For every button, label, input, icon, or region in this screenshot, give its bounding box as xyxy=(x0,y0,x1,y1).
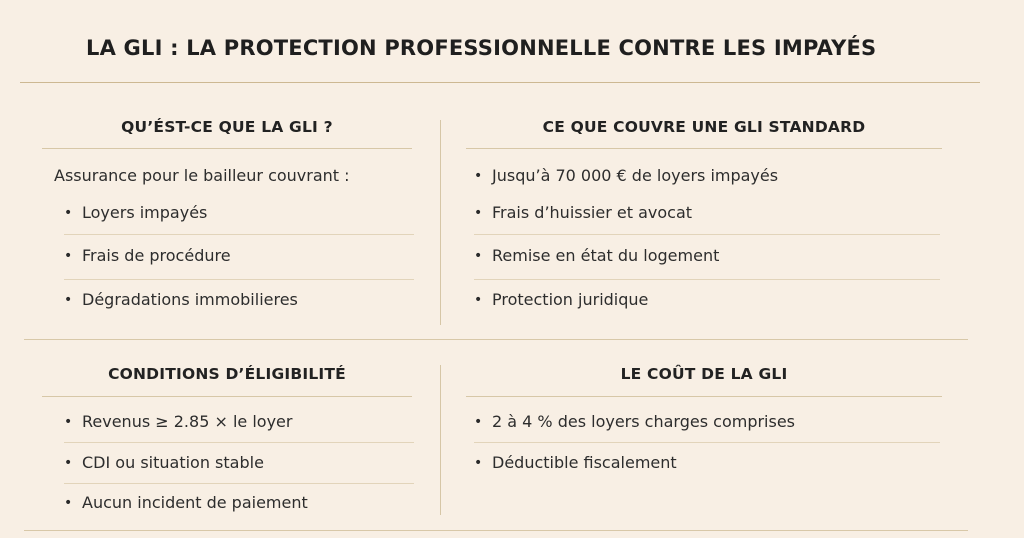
list-item-label: Revenus ≥ 2.85 × le loyer xyxy=(82,412,293,431)
list-item xyxy=(474,290,648,309)
list-item xyxy=(474,412,795,431)
section-title-rule xyxy=(42,396,412,397)
section-title-rule xyxy=(466,396,942,397)
list-item xyxy=(64,493,308,512)
section-title: CONDITIONS D’ÉLIGIBILITÉ xyxy=(108,365,346,383)
section-title: QU’ÉST-CE QUE LA GLI ? xyxy=(121,118,333,136)
list-item xyxy=(64,453,264,472)
list-item-label: Déductible fiscalement xyxy=(492,453,677,472)
section-title: CE QUE COUVRE UNE GLI STANDARD xyxy=(542,118,866,136)
section-title: LE COÛT DE LA GLI xyxy=(620,365,788,383)
item-separator xyxy=(474,279,940,280)
item-separator xyxy=(64,442,414,443)
section-title-rule xyxy=(466,148,942,149)
item-separator xyxy=(474,234,940,235)
row-divider xyxy=(24,339,968,340)
bullet-icon: • xyxy=(474,204,483,221)
bullet-icon: • xyxy=(64,413,73,430)
bottom-divider xyxy=(24,530,968,531)
list-item-label: Loyers impayés xyxy=(82,203,208,222)
section-title-rule xyxy=(42,148,412,149)
bullet-icon: • xyxy=(474,454,483,471)
bullet-icon: • xyxy=(474,247,483,264)
item-separator xyxy=(474,442,940,443)
bullet-icon: • xyxy=(474,167,483,184)
bullet-icon: • xyxy=(64,204,73,221)
title-divider xyxy=(20,82,980,83)
list-item-label: Frais d’huissier et avocat xyxy=(492,203,693,222)
list-item-label: Remise en état du logement xyxy=(492,246,720,265)
item-separator xyxy=(64,483,414,484)
list-item-label: Aucun incident de paiement xyxy=(82,493,308,512)
bullet-icon: • xyxy=(64,454,73,471)
list-item xyxy=(64,246,231,265)
bullet-icon: • xyxy=(474,291,483,308)
list-item-label: Protection juridique xyxy=(492,290,649,309)
list-item-label: Frais de procédure xyxy=(82,246,231,265)
page-title: LA GLI : LA PROTECTION PROFESSIONNELLE CONTRE LES IMPAYÉS xyxy=(86,36,877,60)
list-item-label: Jusqu’à 70 000 € de loyers impayés xyxy=(492,166,779,185)
list-item xyxy=(64,203,207,222)
item-separator xyxy=(64,279,414,280)
section-intro: Assurance pour le bailleur couvrant : xyxy=(54,166,350,185)
column-divider-bottom xyxy=(440,365,441,515)
bullet-icon: • xyxy=(474,413,483,430)
list-item-label: CDI ou situation stable xyxy=(82,453,264,472)
bullet-icon: • xyxy=(64,494,73,511)
list-item-label: Dégradations immobilieres xyxy=(82,290,298,309)
list-item xyxy=(64,412,292,431)
list-item xyxy=(64,290,298,309)
list-item xyxy=(474,166,778,185)
item-separator xyxy=(64,234,414,235)
list-item xyxy=(474,246,719,265)
bullet-icon: • xyxy=(64,291,73,308)
list-item xyxy=(474,203,692,222)
column-divider-top xyxy=(440,120,441,325)
list-item xyxy=(474,453,677,472)
list-item-label: 2 à 4 % des loyers charges comprises xyxy=(492,412,796,431)
bullet-icon: • xyxy=(64,247,73,264)
